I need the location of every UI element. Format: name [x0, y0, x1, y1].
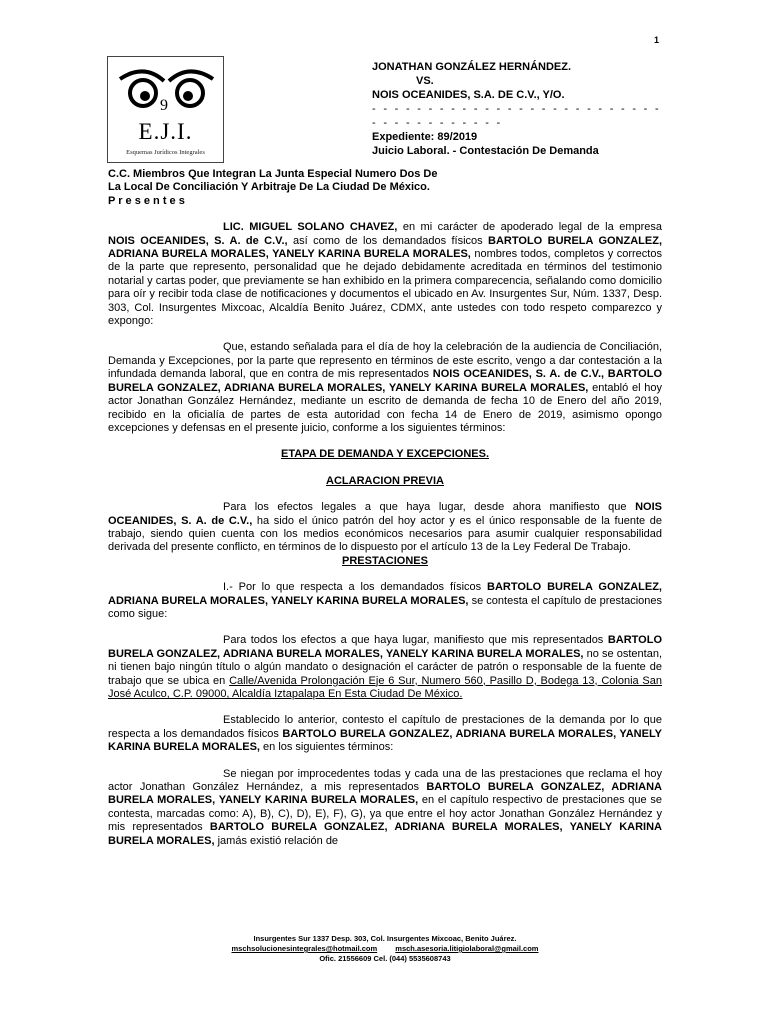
logo-letters: E.J.I.	[138, 119, 193, 144]
versus: VS.	[416, 75, 434, 87]
paragraph-no-patron: Para todos los efectos a que haya lugar, manifiesto que mis representados BARTOLO BURELA GONZALEZ, ADRIANA BURELA MORALES, YANELY KARINA BURELA MORALES, no se ostentan, ni tienen bajo ningún título o algún mandato o designación el carácter de patrón o responsable de la fuente de trabajo que se ubica en Calle/Avenida Prolongación Eje 6 Sur, Numero 560, Pasillo D, Bodega 13, Colonia San José Aculco, C.P. 09000, Alcaldía Iztapalapa En Esta Ciudad De México.	[108, 634, 663, 700]
paragraph-prestaciones-i: I.- Por lo que respecta a los demandados físicos BARTOLO BURELA GONZALEZ, ADRIANA BURELA MORALES, YANELY KARINA BURELA MORALES, se contesta el capítulo de prestaciones como sigue:	[108, 581, 662, 620]
paragraph-aclaracion: Para los efectos legales a que haya lugar, desde ahora manifiesto que NOIS OCEANIDES, S. A. de C.V., ha sido el único patrón del hoy actor y es el único responsable de la fuente de trabajo, siendo quien cuenta con los medios económicos necesarios para asumir cualquier responsabilidad derivada del presente conflicto, en términos de lo dispuesto por el artículo 13 de la Ley Federal De Trabajo.	[108, 501, 662, 554]
logo-digit: 9	[160, 97, 168, 114]
paragraph-appearance: LIC. MIGUEL SOLANO CHAVEZ, en mi carácter de apoderado legal de la empresa NOIS OCEANIDES, S. A. de C.V., así como de los demandados físicos BARTOLO BURELA GONZALEZ, ADRIANA BURELA MORALES, YANELY KARINA BURELA MORALES, nombres todos, completos y correctos de la parte que represento, personalidad que he dejado debidamente acreditada en términos del testimonio notarial y cartas poder, que previamente se han exhibido en la primera comparecencia, señalando como domicilio para oír y recibir toda clase de notificaciones y documentos el ubicado en Av. Insurgentes Sur, Núm. 1337, Desp. 303, Col. Insurgentes Mixcoac, Alcaldía Benito Juárez, CDMX, ante ustedes con todo respeto comparezco y expongo:	[108, 221, 663, 328]
addressee-line-1: C.C. Miembros Que Integran La Junta Especial Numero Dos De	[108, 168, 438, 180]
case-header	[372, 60, 662, 158]
footer-address: Insurgentes Sur 1337 Desp. 303, Col. Insurgentes Mixcoac, Benito Juárez.	[253, 934, 517, 943]
paragraph-niegan: Se niegan por improcedentes todas y cada una de las prestaciones que reclama el hoy actor Jonathan González Hernández, a mis representados BARTOLO BURELA GONZALEZ, ADRIANA BURELA MORALES, YANELY KARINA BURELA MORALES, en el capítulo respectivo de prestaciones que se contesta, marcadas como: A), B), C), D), E), F), G), ya que entre el hoy actor Jonathan González Hernández y mis representados BARTOLO BURELA GONZALEZ, ADRIANA BURELA MORALES, YANELY KARINA BURELA MORALES, jamás existió relación de	[108, 767, 663, 847]
heading-prestaciones: PRESTACIONES	[342, 554, 428, 567]
case-matter: Juicio Laboral. - Contestación De Demanda	[372, 145, 599, 157]
defendant: NOIS OCEANIDES, S.A. DE C.V., Y/O.	[372, 89, 565, 101]
heading-aclaracion: ACLARACION PREVIA	[326, 474, 444, 487]
workplace-address: Calle/Avenida Prolongación Eje 6 Sur, Numero 560, Pasillo D, Bodega 13, Colonia San José Aculco, C.P. 09000, Alcaldía Iztapalapa En Esta Ciudad De México.	[108, 674, 663, 700]
paragraph-answer: Que, estando señalada para el día de hoy la celebración de la audiencia de Conciliación, Demanda y Excepciones, por la parte que represento en términos de este escrito, vengo a dar contestación a la infundada demanda laboral, que en contra de mis representados NOIS OCEANIDES, S. A. de C.V., BARTOLO BURELA GONZALEZ, ADRIANA BURELA MORALES, YANELY KARINA BURELA MORALES, entabló el hoy actor Jonathan González Hernández, mediante un escrito de demanda de fecha 10 de Enero del año 2019, recibido en la oficialía de partes de esta autoridad con fecha 14 de Enero de 2019, asimismo opongo excepciones y defensas en el presente juicio, conforme a los siguientes términos:	[108, 341, 662, 434]
heading-etapa: ETAPA DE DEMANDA Y EXCEPCIONES.	[280, 448, 490, 461]
separator: - - - - - - - - - - - - - - - - - - - - - - - - - - - - - - - - - - - - - -	[372, 103, 661, 129]
plaintiff: JONATHAN GONZÁLEZ HERNÁNDEZ.	[372, 61, 572, 73]
eji-logo	[107, 56, 224, 163]
lawyer-name: LIC. MIGUEL SOLANO CHAVEZ,	[223, 221, 398, 234]
document-body	[108, 168, 662, 848]
paragraph-establecido: Establecido lo anterior, contesto el capítulo de prestaciones de la demanda por lo que respecta a los demandados físicos BARTOLO BURELA GONZALEZ, ADRIANA BURELA MORALES, YANELY KARINA BURELA MORALES, en los siguientes términos:	[108, 714, 662, 754]
footer	[108, 934, 662, 964]
addressee-line-3: P r e s e n t e s	[108, 194, 185, 207]
footer-phones: Ofic. 21556609 Cel. (044) 5535608743	[319, 954, 451, 963]
page-number: 1	[654, 35, 660, 45]
email-link-2[interactable]: msch.asesoria.litigiolaboral@gmail.com	[395, 944, 539, 953]
case-file: Expediente: 89/2019	[372, 131, 478, 143]
logo-subtitle: Esquemas Jurídicos Integrales	[126, 149, 205, 156]
addressee-line-2: La Local De Conciliación Y Arbitraje De La Ciudad De México.	[108, 181, 430, 194]
addressee	[108, 168, 662, 208]
footer-emails	[108, 944, 662, 954]
email-link-1[interactable]: mschsolucionesintegrales@hotmail.com	[231, 944, 378, 953]
